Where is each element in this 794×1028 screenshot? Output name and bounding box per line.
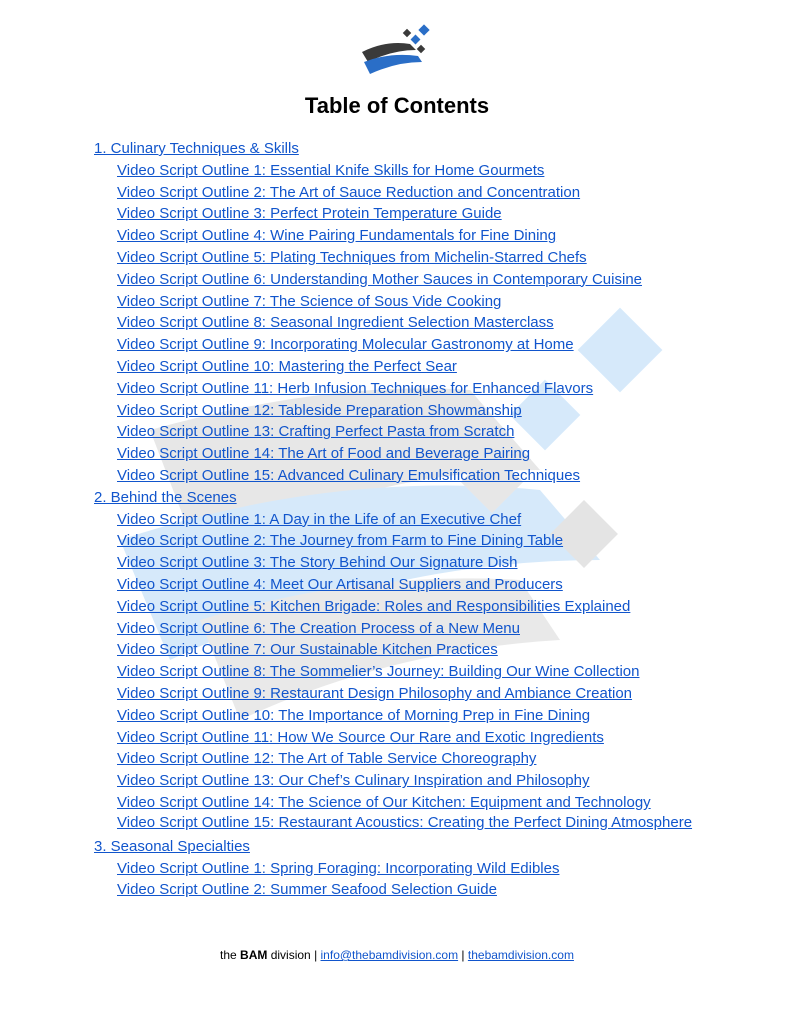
toc-entry-link[interactable]: Video Script Outline 3: Perfect Protein Temperature Guide (117, 205, 502, 223)
toc-entry-link[interactable]: Video Script Outline 11: How We Source Our Rare and Exotic Ingredients (117, 728, 604, 746)
footer-brand-rest: division | (267, 948, 321, 962)
toc-entry-link[interactable]: Video Script Outline 1: Spring Foraging: Incorporating Wild Edibles (117, 859, 560, 877)
toc-entry-link[interactable]: Video Script Outline 4: Meet Our Artisanal Suppliers and Producers (117, 575, 563, 593)
toc-section-link[interactable]: 1. Culinary Techniques & Skills (94, 140, 299, 157)
toc-entry-link[interactable]: Video Script Outline 14: The Art of Food and Beverage Pairing (117, 445, 531, 463)
toc-entry-link[interactable]: Video Script Outline 15: Restaurant Acoustics: Creating the Perfect Dining Atmosphere (117, 813, 693, 831)
page-title: Table of Contents (304, 93, 490, 118)
toc-entry-link[interactable]: Video Script Outline 6: Understanding Mother Sauces in Contemporary Cuisine (117, 270, 642, 288)
footer (0, 948, 794, 962)
toc-entry-link[interactable]: Video Script Outline 4: Wine Pairing Fundamentals for Fine Dining (117, 227, 557, 245)
toc-entry-link[interactable]: Video Script Outline 2: The Journey from Farm to Fine Dining Table (117, 532, 564, 550)
toc-entry-link[interactable]: Video Script Outline 8: Seasonal Ingredient Selection Masterclass (117, 314, 554, 332)
toc-entry-link[interactable]: Video Script Outline 9: Incorporating Molecular Gastronomy at Home (117, 336, 574, 354)
toc-entry-link[interactable]: Video Script Outline 15: Advanced Culinary Emulsification Techniques (117, 466, 581, 484)
footer-separator: | (458, 948, 468, 962)
toc-entry-link[interactable]: Video Script Outline 6: The Creation Process of a New Menu (117, 619, 520, 637)
toc-entry-link[interactable]: Video Script Outline 12: Tableside Preparation Showmanship (117, 401, 522, 419)
toc-entry-link[interactable]: Video Script Outline 1: A Day in the Life of an Executive Chef (117, 510, 522, 528)
toc-entry-link[interactable]: Video Script Outline 13: Crafting Perfect Pasta from Scratch (117, 423, 515, 441)
bam-division-logo-icon (358, 22, 438, 76)
footer-brand-bold: BAM (240, 948, 268, 962)
toc-entry-link[interactable]: Video Script Outline 10: Mastering the Perfect Sear (117, 357, 457, 375)
footer-prefix: the (220, 948, 241, 962)
toc-entry-link[interactable]: Video Script Outline 5: Plating Techniques from Michelin-Starred Chefs (117, 248, 587, 266)
toc-entry-link[interactable]: Video Script Outline 2: Summer Seafood Selection Guide (117, 881, 497, 899)
table-of-contents (94, 138, 734, 901)
toc-entry-link[interactable]: Video Script Outline 1: Essential Knife Skills for Home Gourmets (117, 161, 545, 179)
toc-section-link[interactable]: 2. Behind the Scenes (94, 488, 237, 506)
toc-entry-link[interactable]: Video Script Outline 9: Restaurant Design Philosophy and Ambiance Creation (117, 684, 633, 702)
toc-entry-link[interactable]: Video Script Outline 2: The Art of Sauce Reduction and Concentration (117, 183, 581, 201)
toc-entry-link[interactable]: Video Script Outline 3: The Story Behind Our Signature Dish (117, 554, 518, 572)
toc-entry-link[interactable]: Video Script Outline 13: Our Chef’s Culinary Inspiration and Philosophy (117, 772, 590, 790)
toc-entry-link[interactable]: Video Script Outline 7: The Science of Sous Vide Cooking (117, 292, 502, 310)
toc-entry-link[interactable]: Video Script Outline 7: Our Sustainable Kitchen Practices (117, 641, 498, 659)
toc-section-link[interactable]: 3. Seasonal Specialties (94, 837, 250, 855)
toc-entry-link[interactable]: Video Script Outline 10: The Importance of Morning Prep in Fine Dining (117, 706, 591, 724)
toc-entry-link[interactable]: Video Script Outline 12: The Art of Table Service Choreography (117, 750, 537, 768)
toc-entry-link[interactable]: Video Script Outline 11: Herb Infusion Techniques for Enhanced Flavors (117, 379, 594, 397)
footer-website-link[interactable]: thebamdivision.com (467, 948, 574, 962)
toc-entry-link[interactable]: Video Script Outline 14: The Science of Our Kitchen: Equipment and Technology (117, 793, 651, 811)
footer-email-link[interactable]: info@thebamdivision.com (320, 948, 459, 962)
toc-entry-link[interactable]: Video Script Outline 8: The Sommelier’s Journey: Building Our Wine Collection (117, 663, 640, 681)
toc-entry-link[interactable]: Video Script Outline 5: Kitchen Brigade: Roles and Responsibilities Explained (117, 597, 631, 615)
